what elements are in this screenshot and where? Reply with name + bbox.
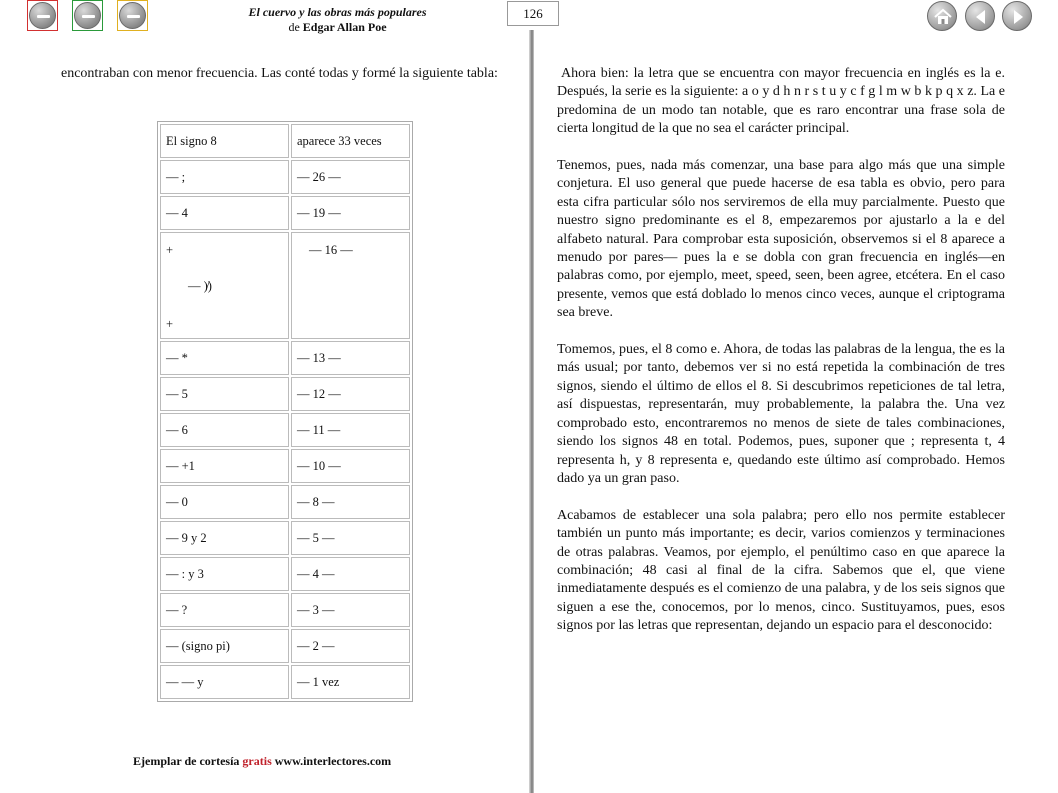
arrow-left-icon <box>966 2 996 32</box>
count-cell: — 11 — <box>291 413 410 447</box>
home-button[interactable] <box>927 1 957 31</box>
count-cell: — 3 — <box>291 593 410 627</box>
sign-cell: — 4 <box>160 196 289 230</box>
table-row <box>160 485 410 519</box>
frequency-table <box>157 121 413 702</box>
sign-cell: — — y <box>160 665 289 699</box>
paragraph: Tenemos, pues, nada más comenzar, una base para algo más que una simple conjetura. El uso general que puede hacerse de esa tabla es obvio, pero para esta cifra particular sólo nos serviremos de ella muy parcialmente. Puesto que nuestro signo predominante es el 8, empezaremos por ajustarlo a la e del alfabeto natural. Para comprobar esta suposición, observemos si el 8 aparece a menudo por pares— pues la e se dobla con gran frecuencia en inglés—en palabras como, por ejemplo, meet, speed, seen, been agree, etcétera. En el caso presente, vemos que está doblado lo menos cinco veces, aunque el criptograma sea breve. <box>557 158 1005 321</box>
count-cell: — 2 — <box>291 629 410 663</box>
table-row <box>160 521 410 555</box>
sign-cell: — 0 <box>160 485 289 519</box>
count-cell: — 19 — <box>291 196 410 230</box>
table-row <box>160 593 410 627</box>
gratis-link[interactable]: gratis <box>242 754 272 768</box>
right-body-text <box>557 65 1005 654</box>
table-row <box>160 413 410 447</box>
sign-cell: — (signo pi) <box>160 629 289 663</box>
left-intro-text: encontraban con menor frecuencia. Las conté todas y formé la siguiente tabla: <box>61 66 498 81</box>
table-row <box>160 449 410 483</box>
sign-line: — )̸) <box>188 279 212 293</box>
table-row <box>160 124 410 158</box>
table-row <box>160 377 410 411</box>
paragraph: Ahora bien: la letra que se encuentra con mayor frecuencia en inglés es la e. Después, la serie es la siguiente: a o y d h n r s t u y c f g l m w b k p q x z. La e predomina de un modo tan notable, que es raro encontrar una frase sola de cierta longitud de la que no sea el carácter principal. <box>557 66 1005 137</box>
count-cell: — 12 — <box>291 377 410 411</box>
footer-prefix: Ejemplar de cortesía <box>133 754 240 768</box>
author-prefix: de <box>288 20 300 34</box>
next-page-button[interactable] <box>1002 1 1032 31</box>
sign-cell: — 9 y 2 <box>160 521 289 555</box>
minus-icon <box>74 2 101 29</box>
table-row <box>160 341 410 375</box>
footer <box>133 754 391 769</box>
arrow-right-icon <box>1003 2 1033 32</box>
minimize-button-red[interactable] <box>27 0 58 31</box>
page-divider <box>529 30 534 793</box>
sign-line: + <box>166 317 174 331</box>
sign-line: + <box>166 243 174 257</box>
count-text: — 16 — <box>309 243 353 257</box>
book-title: El cuervo y las obras más populares <box>248 5 427 19</box>
home-icon <box>928 2 958 32</box>
sign-cell: — ? <box>160 593 289 627</box>
sign-cell: — * <box>160 341 289 375</box>
minus-icon <box>29 2 56 29</box>
previous-page-button[interactable] <box>965 1 995 31</box>
sign-cell: — ; <box>160 160 289 194</box>
minimize-button-green[interactable] <box>72 0 103 31</box>
table-row <box>160 160 410 194</box>
count-cell: — 10 — <box>291 449 410 483</box>
table-row <box>160 665 410 699</box>
paragraph: Acabamos de establecer una sola palabra; pero ello nos permite establecer también un punto más importante; es decir, varios comienzos y terminaciones de otras palabras. Veamos, por ejemplo, el penúltimo caso en que aparece la combinación; 48 casi al final de la cifra. Sabemos que el, que viene inmediatamente después es el comienzo de una palabra, y de los seis signos que siguen a ese the, conocemos, por lo menos, cinco. Sustituyamos, pues, esos signos por las letras que representan, dejando un espacio para el desconocido: <box>557 507 1005 634</box>
author-line <box>215 20 460 35</box>
page-number[interactable]: 126 <box>507 1 559 26</box>
count-cell: — 4 — <box>291 557 410 591</box>
count-cell: — 13 — <box>291 341 410 375</box>
count-cell <box>291 232 410 339</box>
sign-cell: — 5 <box>160 377 289 411</box>
paragraph: Tomemos, pues, el 8 como e. Ahora, de todas las palabras de la lengua, the es la más usual; por tanto, debemos ver si no está repetida la combinación de tres signos, siendo el último de ellos el 8. Si descubrimos repeticiones de tal letra, así dispuestas, representarán, muy probablemente, la palabra the. Una vez comprobado esto, encontraremos no menos de siete de tales combinaciones, siendo los signos 48 en total. Podemos, pues, suponer que ; representa t, 4 representa h, y 8 representa e, quedando este último así comprobado. Hemos dado ya un gran paso. <box>557 342 1005 486</box>
sign-cell: — +1 <box>160 449 289 483</box>
table-row <box>160 196 410 230</box>
minus-icon <box>119 2 146 29</box>
site-link[interactable]: www.interlectores.com <box>274 754 392 768</box>
sign-cell: El signo 8 <box>160 124 289 158</box>
table-row <box>160 629 410 663</box>
minimize-button-yellow[interactable] <box>117 0 148 31</box>
book-header <box>215 5 460 35</box>
sign-cell: — : y 3 <box>160 557 289 591</box>
count-cell: aparece 33 veces <box>291 124 410 158</box>
count-cell: — 1 vez <box>291 665 410 699</box>
count-cell: — 5 — <box>291 521 410 555</box>
table-row <box>160 557 410 591</box>
sign-cell: — 6 <box>160 413 289 447</box>
table-row <box>160 232 410 339</box>
count-cell: — 8 — <box>291 485 410 519</box>
count-cell: — 26 — <box>291 160 410 194</box>
sign-cell <box>160 232 289 339</box>
author-name: Edgar Allan Poe <box>302 20 387 34</box>
